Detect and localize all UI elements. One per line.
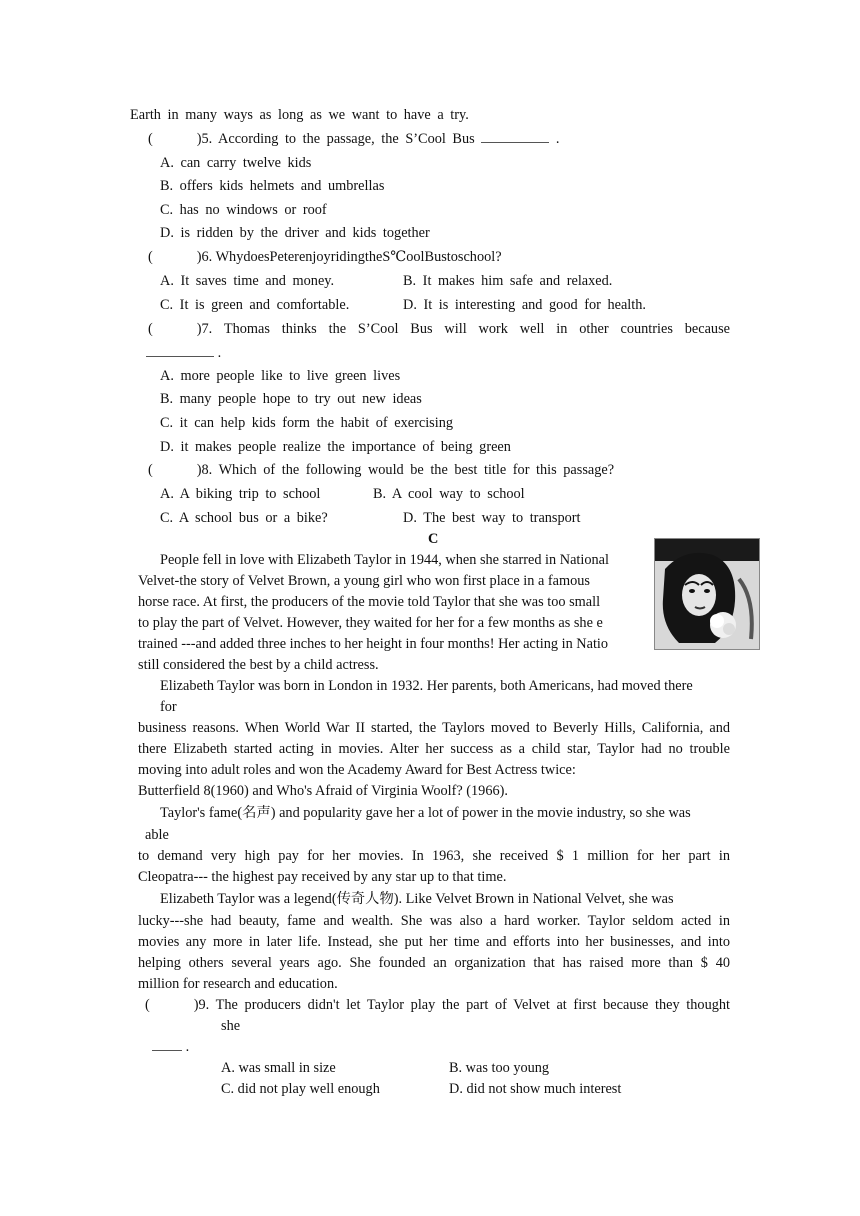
p1-line-2: Velvet-the story of Velvet Brown, a young girl who won first place in a famous (138, 573, 590, 589)
p1-line-6: still considered the best by a child actress. (138, 657, 379, 673)
q6-option-d: D. It is interesting and good for health. (403, 297, 646, 313)
question-5-stem: ( )5. According to the passage, the S’Cool Bus . (148, 131, 560, 147)
q7-option-d: D. it makes people realize the importance of being green (160, 439, 511, 455)
p4-line-1: Elizabeth Taylor was a legend(传奇人物). Like Velvet Brown in National Velvet, she was (160, 891, 674, 907)
question-6-stem: ( )6. WhydoesPeterenjoyridingtheS℃oolBustoschool? (148, 249, 502, 265)
question-8-stem: ( )8. Which of the following would be the best title for this passage? (148, 462, 615, 478)
q5-option-d: D. is ridden by the driver and kids together (160, 225, 430, 241)
section-heading: C (428, 531, 439, 547)
p2-line-1: Elizabeth Taylor was born in London in 1932. Her parents, both Americans, had moved there (160, 678, 693, 694)
answer-blank (481, 130, 549, 143)
q8-option-c: C. A school bus or a bike? (160, 510, 328, 526)
p2-line-6: Butterfield 8(1960) and Who's Afraid of Virginia Woolf? (1966). (138, 783, 508, 799)
p1-line-3: horse race. At first, the producers of the movie told Taylor that she was too small (138, 594, 601, 610)
q9-option-d: D. did not show much interest (449, 1081, 622, 1097)
p3-line-1: Taylor's fame(名声) and popularity gave her a lot of power in the movie industry, so she was (160, 805, 691, 821)
p1-line-1: People fell in love with Elizabeth Taylor in 1944, when she starred in National (160, 552, 609, 568)
q5-option-b: B. offers kids helmets and umbrellas (160, 178, 385, 194)
q5-option-c: C. has no windows or roof (160, 202, 327, 218)
portrait-photo-icon (654, 538, 760, 650)
p3-line-4: Cleopatra--- the highest pay received by any star up to that time. (138, 869, 507, 885)
p4-line-3: movies any more in later life. Instead, she put her time and efforts into her businesses, and into (138, 934, 730, 950)
question-9-blank-line: . (152, 1038, 189, 1056)
p2-line-4: there Elizabeth started acting in movies. Alter her success as a child star, Taylor had no trouble (138, 741, 730, 757)
question-7-stem: ( )7. Thomas thinks the S’Cool Bus will work well in other countries because (148, 321, 730, 337)
q5-option-a: A. can carry twelve kids (160, 155, 312, 171)
p2-line-2: for (160, 699, 177, 715)
answer-blank (146, 344, 214, 357)
p1-line-4: to play the part of Velvet. However, they waited for her for a few months as she e (138, 615, 603, 631)
q9-option-c: C. did not play well enough (221, 1081, 380, 1097)
q7-option-c: C. it can help kids form the habit of exercising (160, 415, 454, 431)
p4-line-4: helping others several years ago. She founded an organization that has raised more than $ 40 (138, 955, 730, 971)
p3-line-3: to demand very high pay for her movies. In 1963, she received $ 1 million for her part in (138, 848, 730, 864)
question-9-stem: ( )9. The producers didn't let Taylor play the part of Velvet at first because they thought (145, 997, 730, 1013)
p2-line-5: moving into adult roles and won the Academy Award for Best Actress twice: (138, 762, 576, 778)
question-7-blank-line: . (146, 344, 221, 362)
p4-line-5: million for research and education. (138, 976, 338, 992)
question-9-stem-cont: she (221, 1018, 241, 1034)
q6-option-c: C. It is green and comfortable. (160, 297, 350, 313)
q8-option-d: D. The best way to transport (403, 510, 581, 526)
q8-option-b: B. A cool way to school (373, 486, 525, 502)
q7-option-b: B. many people hope to try out new ideas (160, 391, 422, 407)
q6-option-a: A. It saves time and money. (160, 273, 335, 289)
answer-blank (152, 1038, 182, 1051)
q7-option-a: A. more people like to live green lives (160, 368, 401, 384)
q9-option-a: A. was small in size (221, 1060, 336, 1076)
q8-option-a: A. A biking trip to school (160, 486, 321, 502)
p4-line-2: lucky---she had beauty, fame and wealth. She was also a hard worker. Taylor seldom acted in (138, 913, 730, 929)
p3-line-2: able (145, 827, 169, 843)
q9-option-b: B. was too young (449, 1060, 550, 1076)
p1-line-5: trained ---and added three inches to her height in four months! Her acting in Natio (138, 636, 609, 652)
intro-line: Earth in many ways as long as we want to have a try. (130, 107, 469, 123)
q6-option-b: B. It makes him safe and relaxed. (403, 273, 613, 289)
p2-line-3: business reasons. When World War II started, the Taylors moved to Beverly Hills, California, and (138, 720, 730, 736)
